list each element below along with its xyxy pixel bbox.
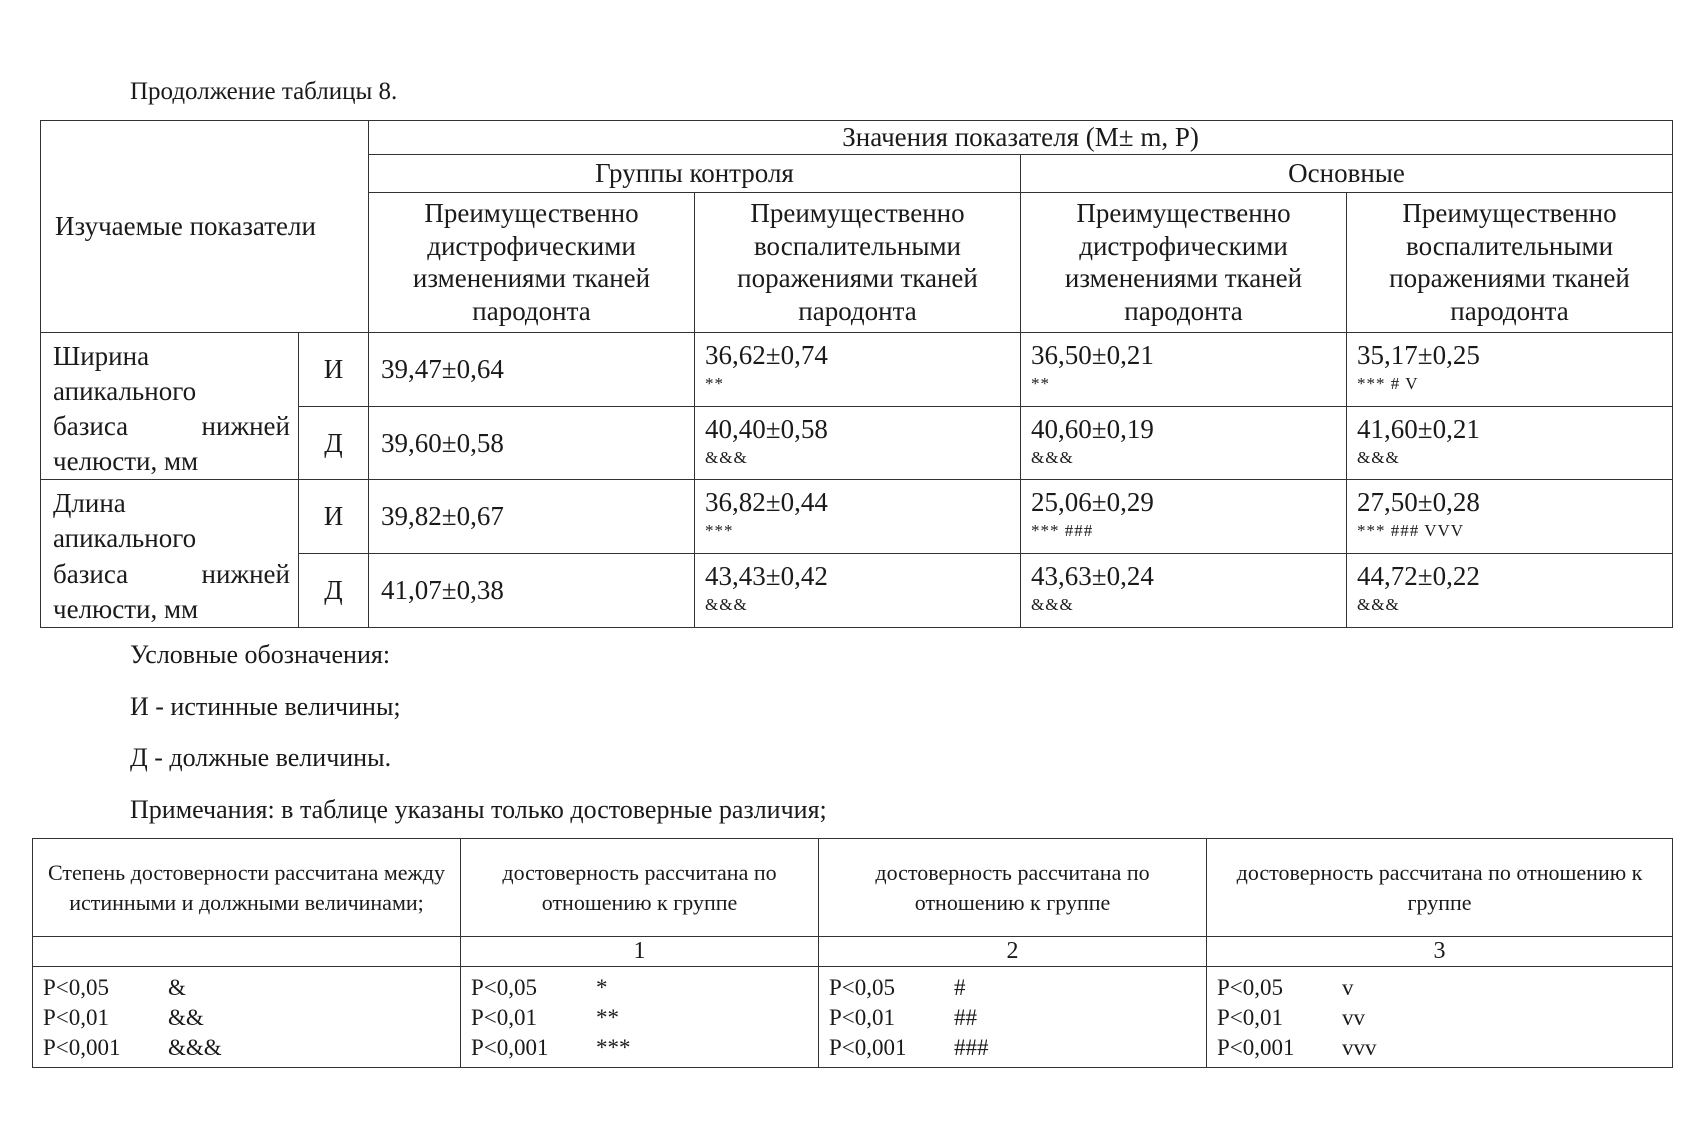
p-level: P<0,001 — [471, 1034, 549, 1060]
sig-symbol: # — [954, 975, 966, 1000]
legend-title: Условные обозначения: — [130, 640, 391, 669]
group-number: 2 — [819, 937, 1207, 967]
significance-mark: &&& — [1357, 594, 1400, 614]
sig-symbol: & — [168, 975, 186, 1000]
control-group-header: Группы контроля — [369, 154, 1021, 192]
cell-value: 36,82±0,44 — [705, 487, 828, 518]
cell-value: 35,17±0,25 — [1357, 339, 1480, 370]
values-header: Значения показателя (M± m, P) — [369, 121, 1673, 155]
sig-symbol: &&& — [168, 1034, 222, 1060]
significance-mark: &&& — [1357, 447, 1400, 467]
significance-mark: *** — [705, 521, 734, 540]
cell-value: 27,50±0,28 — [1357, 487, 1480, 518]
main-table — [40, 120, 1673, 628]
sig-levels — [1207, 967, 1673, 1068]
row-label-line: Ширина — [53, 340, 150, 371]
p-level: P<0,001 — [829, 1034, 907, 1060]
significance-mark: *** ### — [1031, 521, 1094, 540]
p-level: P<0,05 — [43, 975, 110, 1000]
cell-value: 43,63±0,24 — [1031, 561, 1154, 591]
sig-levels — [461, 967, 819, 1068]
sig-header: достоверность рассчитана по отношению к группе — [461, 839, 819, 937]
sig-symbol: && — [168, 1004, 204, 1030]
group-number — [33, 937, 461, 967]
table-cell: 41,07±0,38 — [369, 554, 695, 628]
table-caption: Продолжение таблицы 8. — [130, 78, 398, 105]
row-label-line: челюсти, мм — [53, 593, 199, 624]
p-level: P<0,01 — [471, 1004, 538, 1030]
column-header: Преимущественно воспалительными поражениями тканей пародонта — [1347, 192, 1673, 332]
table-cell — [695, 332, 1021, 406]
table-cell: 39,47±0,64 — [369, 332, 695, 406]
table-cell — [695, 407, 1021, 480]
sig-symbol: vvv — [1342, 1034, 1377, 1060]
sig-symbol: ** — [596, 1004, 619, 1030]
significance-mark: &&& — [705, 447, 748, 467]
cell-value: 36,50±0,21 — [1031, 339, 1154, 370]
sig-levels — [33, 967, 461, 1068]
group-number: 3 — [1207, 937, 1673, 967]
column-header: Преимущественно дистрофическими изменениями тканей пародонта — [369, 192, 695, 332]
cell-value: 40,40±0,58 — [705, 414, 828, 445]
sig-header: достоверность рассчитана по отношению к группе — [819, 839, 1207, 937]
table-cell: 39,82±0,67 — [369, 480, 695, 554]
significance-mark: &&& — [1031, 447, 1074, 467]
significance-mark: *** ### VVV — [1357, 521, 1465, 540]
cell-value: 36,62±0,74 — [705, 339, 828, 370]
legend-note: Примечания: в таблице указаны только достоверные различия; — [130, 795, 827, 824]
row-label-line: апикального — [53, 523, 197, 554]
table-cell — [1347, 332, 1673, 406]
p-level: P<0,01 — [829, 1004, 896, 1030]
sig-symbol: v — [1342, 975, 1354, 1000]
p-level: P<0,001 — [43, 1034, 121, 1060]
significance-mark: *** # V — [1357, 373, 1419, 393]
table-cell — [1021, 407, 1347, 480]
column-header: Преимущественно воспалительными поражениями тканей пародонта — [695, 192, 1021, 332]
sig-levels — [819, 967, 1207, 1068]
table-cell — [695, 554, 1021, 628]
p-level: P<0,01 — [1217, 1004, 1284, 1030]
group-number: 1 — [461, 937, 819, 967]
table-cell — [1021, 332, 1347, 406]
sig-symbol: ### — [954, 1034, 989, 1060]
row-label-line: базиса нижней — [53, 411, 290, 442]
table-cell — [695, 480, 1021, 554]
sig-symbol: * — [596, 975, 608, 1000]
cell-value: 25,06±0,29 — [1031, 487, 1154, 518]
p-level: P<0,05 — [1217, 975, 1284, 1000]
row-group-label — [41, 480, 299, 627]
table-cell — [1347, 407, 1673, 480]
significance-mark: ** — [705, 373, 724, 393]
cell-value: 43,43±0,42 — [705, 561, 828, 591]
sig-symbol: *** — [596, 1034, 631, 1060]
significance-table — [32, 838, 1673, 1068]
sig-header: Степень достоверности рассчитана между истинными и должными величинами; — [33, 839, 461, 937]
row-label-line: апикального — [53, 376, 197, 407]
significance-mark: &&& — [1031, 594, 1074, 614]
sig-symbol: vv — [1342, 1004, 1365, 1030]
table-cell — [1347, 554, 1673, 628]
significance-mark: &&& — [705, 594, 748, 614]
cell-value: 41,60±0,21 — [1357, 414, 1480, 445]
p-level: P<0,05 — [471, 975, 538, 1000]
value-type: Д — [299, 554, 369, 628]
sig-symbol: ## — [954, 1004, 977, 1030]
main-group-header: Основные — [1021, 154, 1673, 192]
p-level: P<0,001 — [1217, 1034, 1295, 1060]
significance-mark: ** — [1031, 373, 1050, 393]
column-header: Преимущественно дистрофическими изменениями тканей пародонта — [1021, 192, 1347, 332]
legend-line: И - истинные величины; — [130, 692, 401, 721]
table-cell: 39,60±0,58 — [369, 407, 695, 480]
cell-value: 44,72±0,22 — [1357, 561, 1480, 591]
row-label-line: Длина — [53, 488, 126, 519]
table-cell — [1021, 480, 1347, 554]
p-level: P<0,01 — [43, 1004, 110, 1030]
value-type: И — [299, 480, 369, 554]
legend-line: Д - должные величины. — [130, 743, 392, 772]
cell-value: 40,60±0,19 — [1031, 414, 1154, 445]
row-label-line: базиса нижней — [53, 558, 290, 589]
row-group-label — [41, 332, 299, 479]
table-cell — [1347, 480, 1673, 554]
table-cell — [1021, 554, 1347, 628]
p-level: P<0,05 — [829, 975, 896, 1000]
row-label-line: челюсти, мм — [53, 446, 199, 477]
value-type: Д — [299, 407, 369, 480]
sig-header: достоверность рассчитана по отношению к группе — [1207, 839, 1673, 937]
indicator-header: Изучаемые показатели — [41, 121, 369, 333]
value-type: И — [299, 332, 369, 406]
